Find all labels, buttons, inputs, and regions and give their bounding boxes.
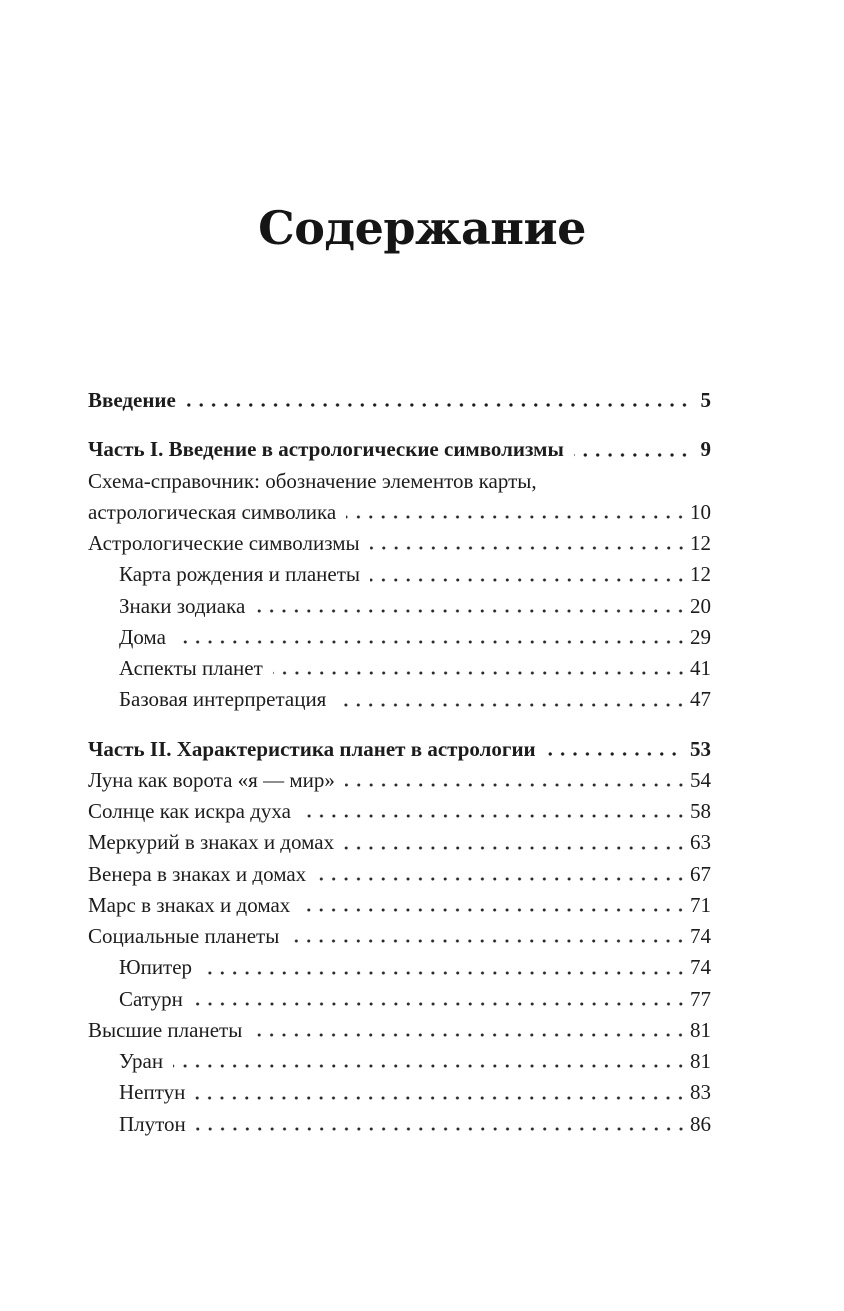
toc-entry-page: 83 <box>690 1080 711 1105</box>
toc-entry <box>88 1015 711 1046</box>
toc-subentry <box>88 684 711 715</box>
toc-entry-label: Сатурн <box>119 986 183 1011</box>
toc-subentry <box>88 591 711 622</box>
toc-entry-label: Социальные планеты <box>88 924 280 948</box>
toc-entry-page: 81 <box>690 1049 711 1073</box>
toc-entry-page: 12 <box>690 562 711 587</box>
toc-entry-page: 74 <box>690 955 711 980</box>
toc-entry-page: 74 <box>690 924 711 948</box>
toc-entry-label: Плутон <box>119 1111 186 1136</box>
toc-entry-label: Солнце как искра духа <box>88 799 291 823</box>
toc-entry-page: 10 <box>690 499 711 524</box>
dot-leader <box>273 671 687 675</box>
toc-entry-page: 5 <box>700 388 711 412</box>
toc-entry-label: Схема-справочник: обозначение элементов карты, <box>88 468 537 493</box>
dot-leader <box>370 546 687 550</box>
toc-entry-page: 41 <box>690 656 711 680</box>
toc-subentry <box>88 952 711 983</box>
dot-leader <box>193 1002 687 1006</box>
toc-entry-label: Астрологические символизмы <box>88 531 360 555</box>
toc-entry-label: Часть I. Введение в астрологические символизмы <box>88 437 564 462</box>
toc-entry <box>88 796 711 827</box>
toc-entry-page: 29 <box>690 624 711 649</box>
table-of-contents <box>88 385 711 1140</box>
dot-leader <box>195 1096 687 1100</box>
dot-leader <box>345 783 687 787</box>
toc-subentry <box>88 1077 711 1108</box>
toc-subentry <box>88 653 711 684</box>
toc-entry-scheme-line-2 <box>88 497 711 528</box>
dot-leader <box>196 1127 687 1131</box>
toc-entry-page: 81 <box>690 1017 711 1042</box>
dot-leader <box>574 453 691 457</box>
toc-entry <box>88 827 711 858</box>
toc-entry-part-2 <box>88 734 711 765</box>
toc-entry-scheme-line-1 <box>88 466 711 497</box>
toc-entry-page: 63 <box>690 830 711 855</box>
toc-entry-label: Аспекты планет <box>119 656 263 680</box>
toc-entry-page: 54 <box>690 767 711 792</box>
toc-subentry <box>88 1046 711 1077</box>
toc-subentry <box>88 559 711 590</box>
toc-entry-label: Высшие планеты <box>88 1017 243 1042</box>
toc-entry <box>88 765 711 796</box>
toc-entry <box>88 528 711 559</box>
toc-entry-page: 67 <box>690 861 711 886</box>
toc-subentry <box>88 984 711 1015</box>
toc-entry-label: Карта рождения и планеты <box>119 562 361 587</box>
toc-entry-label: Знаки зодиака <box>119 593 246 618</box>
toc-entry-label: Марс в знаках и домах <box>88 892 291 917</box>
toc-entry-label: Юпитер <box>119 955 193 980</box>
dot-leader <box>186 403 691 407</box>
dot-leader <box>289 939 687 943</box>
toc-entry-label: Дома <box>119 624 166 649</box>
dot-leader <box>176 640 687 644</box>
toc-entry-label: астрологическая символика <box>88 499 337 524</box>
toc-entry-page: 20 <box>690 593 711 618</box>
toc-entry-label: Базовая интерпретация <box>119 687 327 712</box>
dot-leader <box>301 814 687 818</box>
toc-entry-page: 53 <box>690 736 711 761</box>
dot-leader <box>546 752 680 756</box>
dot-leader <box>173 1064 687 1068</box>
toc-entry-label: Венера в знаках и домах <box>88 861 307 886</box>
toc-entry-label: Нептун <box>119 1080 186 1105</box>
toc-entry-page: 77 <box>690 986 711 1011</box>
toc-entry-page: 71 <box>690 892 711 917</box>
toc-entry <box>88 859 711 890</box>
toc-subentry <box>88 622 711 653</box>
dot-leader <box>370 578 687 582</box>
dot-leader <box>336 703 687 707</box>
dot-leader <box>202 971 687 975</box>
toc-subentry <box>88 1109 711 1140</box>
toc-entry-introduction <box>88 385 711 416</box>
toc-entry-label: Часть II. Характеристика планет в астрологии <box>88 736 536 761</box>
toc-entry-page: 12 <box>690 531 711 555</box>
toc-entry-page: 47 <box>690 687 711 712</box>
toc-entry-page: 86 <box>690 1111 711 1136</box>
dot-leader <box>252 1033 687 1037</box>
toc-entry-label: Введение <box>88 388 176 412</box>
toc-entry-label: Луна как ворота «я — мир» <box>88 767 335 792</box>
dot-leader <box>316 877 687 881</box>
toc-entry <box>88 890 711 921</box>
page-title: Содержание <box>258 201 586 255</box>
dot-leader <box>255 609 687 613</box>
dot-leader <box>344 846 687 850</box>
toc-entry-page: 58 <box>690 799 711 823</box>
toc-entry-label: Меркурий в знаках и домах <box>88 830 335 855</box>
toc-entry <box>88 921 711 952</box>
toc-entry-part-1 <box>88 434 711 465</box>
dot-leader <box>300 908 687 912</box>
toc-entry-page: 9 <box>700 437 711 462</box>
toc-entry-label: Уран <box>119 1049 164 1073</box>
dot-leader <box>346 515 687 519</box>
